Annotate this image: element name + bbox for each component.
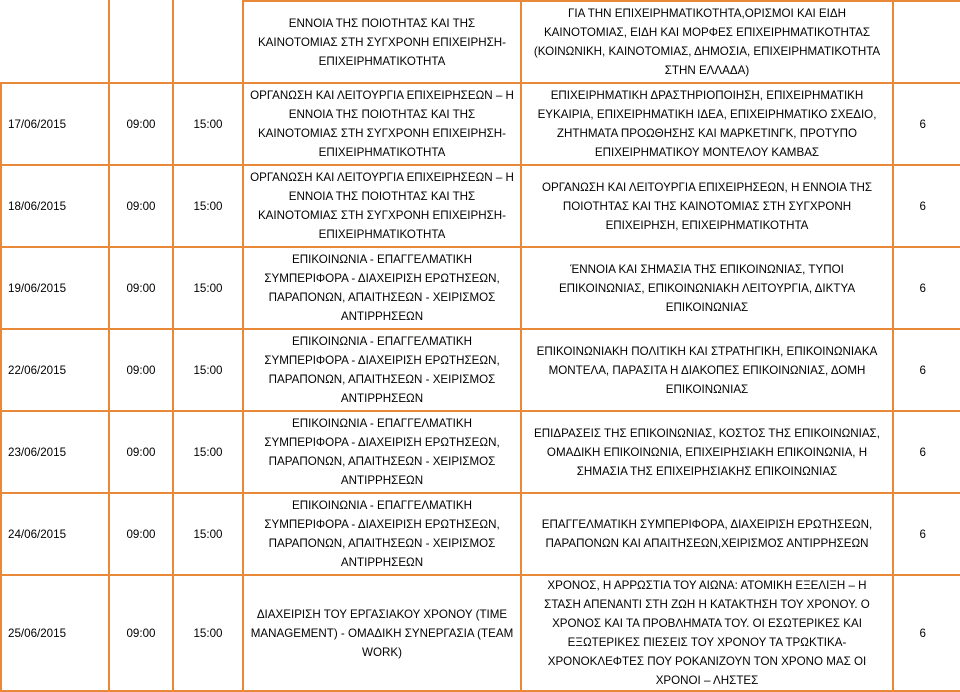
description-cell: ΕΠΙΧΕΙΡΗΜΑΤΙΚΗ ΔΡΑΣΤΗΡΙΟΠΟΙΗΣΗ, ΕΠΙΧΕΙΡΗΜΑΤΙΚΗ ΕΥΚΑΙΡΙΑ, ΕΠΙΧΕΙΡΗΜΑΤΙΚΗ ΙΔΕΑ, ΕΠΙΧΕΙΡΗΜΑΤΙΚΟ ΣΧΕΔΙΟ, ΖΗΤΗΜΑΤΑ ΠΡΟΩΘΗΣΗΣ ΚΑΙ ΜΑΡΚΕΤΙΝΓΚ, ΠΡΟΤΥΠΟ ΕΠΙΧΕΙΡΗΜΑΤΙΚΟΥ ΜΟΝΤΕΛΟΥ ΚΑΜΒΑΣ [521,83,893,165]
description-cell: ΈΝΝΟΙΑ ΚΑΙ ΣΗΜΑΣΙΑ ΤΗΣ ΕΠΙΚΟΙΝΩΝΙΑΣ, ΤΥΠΟΙ ΕΠΙΚΟΙΝΩΝΙΑΣ, ΕΠΙΚΟΙΝΩΝΙΑΚΗ ΛΕΙΤΟΥΡΓΙΑ, ΔΙΚΤΥΑ ΕΠΙΚΟΙΝΩΝΙΑΣ [521,247,893,329]
end-time-cell: 15:00 [173,247,243,329]
hours-cell: 6 [893,247,960,329]
topic-cell: ΟΡΓΑΝΩΣΗ ΚΑΙ ΛΕΙΤΟΥΡΓΙΑ ΕΠΙΧΕΙΡΗΣΕΩΝ – Η ΕΝΝΟΙΑ ΤΗΣ ΠΟΙΟΤΗΤΑΣ ΚΑΙ ΤΗΣ ΚΑΙΝΟΤΟΜΙΑΣ ΣΤΗ ΣΥΓΧΡΟΝΗ ΕΠΙΧΕΙΡΗΣΗ-ΕΠΙΧΕΙΡΗΜΑΤΙΚΟΤΗΤΑ [243,83,521,165]
table-row [1,1,960,83]
description-cell: ΕΠΑΓΓΕΛΜΑΤΙΚΗ ΣΥΜΠΕΡΙΦΟΡΑ, ΔΙΑΧΕΙΡΙΣΗ ΕΡΩΤΗΣΕΩΝ, ΠΑΡΑΠΟΝΩΝ ΚΑΙ ΑΠΑΙΤΗΣΕΩΝ,ΧΕΙΡΙΣΜΟΣ ΑΝΤΙΡΡΗΣΕΩΝ [521,493,893,575]
description-cell: ΟΡΓΑΝΩΣΗ ΚΑΙ ΛΕΙΤΟΥΡΓΙΑ ΕΠΙΧΕΙΡΗΣΕΩΝ, Η ΕΝΝΟΙΑ ΤΗΣ ΠΟΙΟΤΗΤΑΣ ΚΑΙ ΤΗΣ ΚΑΙΝΟΤΟΜΙΑΣ ΣΤΗ ΣΥΓΧΡΟΝΗ ΕΠΙΧΕΙΡΗΣΗ, ΕΠΙΧΕΙΡΗΜΑΤΙΚΟΤΗΤΑ [521,165,893,247]
end-time-cell: 15:00 [173,329,243,411]
end-time-cell: 15:00 [173,411,243,493]
end-time-cell: 15:00 [173,83,243,165]
start-time-cell: 09:00 [109,165,173,247]
table-row [1,411,960,493]
table-row [1,83,960,165]
table-row [1,329,960,411]
topic-cell: ΔΙΑΧΕΙΡΙΣΗ ΤΟΥ ΕΡΓΑΣΙΑΚΟΥ ΧΡΟΝΟΥ (TIME MANAGEMENT) - ΟΜΑΔΙΚΗ ΣΥΝΕΡΓΑΣΙΑ (TEAM WORK) [243,575,521,691]
start-time-cell: 09:00 [109,247,173,329]
end-time-cell [173,1,243,83]
hours-cell: 6 [893,493,960,575]
topic-cell: ΕΠΙΚΟΙΝΩΝΙΑ - ΕΠΑΓΓΕΛΜΑΤΙΚΗ ΣΥΜΠΕΡΙΦΟΡΑ - ΔΙΑΧΕΙΡΙΣΗ ΕΡΩΤΗΣΕΩΝ, ΠΑΡΑΠΟΝΩΝ, ΑΠΑΙΤΗΣΕΩΝ - ΧΕΙΡΙΣΜΟΣ ΑΝΤΙΡΡΗΣΕΩΝ [243,247,521,329]
date-cell: 17/06/2015 [1,83,109,165]
table-row [1,493,960,575]
end-time-cell: 15:00 [173,165,243,247]
description-cell: ΕΠΙΔΡΑΣΕΙΣ ΤΗΣ ΕΠΙΚΟΙΝΩΝΙΑΣ, ΚΟΣΤΟΣ ΤΗΣ ΕΠΙΚΟΙΝΩΝΙΑΣ, ΟΜΑΔΙΚΗ ΕΠΙΚΟΙΝΩΝΙΑ, ΕΠΙΧΕΙΡΗΣΙΑΚΗ ΕΠΙΚΟΙΝΩΝΙΑ, Η ΣΗΜΑΣΙΑ ΤΗΣ ΕΠΙΧΕΙΡΗΣΙΑΚΗΣ ΕΠΙΚΟΙΝΩΝΙΑΣ [521,411,893,493]
date-cell: 25/06/2015 [1,575,109,691]
date-cell: 23/06/2015 [1,411,109,493]
start-time-cell: 09:00 [109,329,173,411]
description-cell: ΧΡΟΝΟΣ, Η ΑΡΡΩΣΤΙΑ ΤΟΥ ΑΙΩΝΑ: ΑΤΟΜΙΚΗ ΕΞΕΛΙΞΗ – Η ΣΤΑΣΗ ΑΠΕΝΑΝΤΙ ΣΤΗ ΖΩΗ Η ΚΑΤΑΚΤΗΣΗ ΤΟΥ ΧΡΟΝΟΥ. Ο ΧΡΟΝΟΣ ΚΑΙ ΤΑ ΠΡΟΒΛΗΜΑΤΑ ΤΟΥ. ΟΙ ΕΣΩΤΕΡΙΚΕΣ ΚΑΙ ΕΞΩΤΕΡΙΚΕΣ ΠΙΕΣΕΙΣ ΤΟΥ ΧΡΟΝΟΥ ΤΑ ΤΡΩΚΤΙΚΑ-ΧΡΟΝΟΚΛΕΦΤΕΣ ΠΟΥ ΡΟΚΑΝΙΖΟΥΝ ΤΟΝ ΧΡΟΝΟ ΜΑΣ ΟΙ ΧΡΟΝΟΙ – ΛΗΣΤΕΣ [521,575,893,691]
table-row [1,247,960,329]
topic-cell: ΟΡΓΑΝΩΣΗ ΚΑΙ ΛΕΙΤΟΥΡΓΙΑ ΕΠΙΧΕΙΡΗΣΕΩΝ – Η ΕΝΝΟΙΑ ΤΗΣ ΠΟΙΟΤΗΤΑΣ ΚΑΙ ΤΗΣ ΚΑΙΝΟΤΟΜΙΑΣ ΣΤΗ ΣΥΓΧΡΟΝΗ ΕΠΙΧΕΙΡΗΣΗ-ΕΠΙΧΕΙΡΗΜΑΤΙΚΟΤΗΤΑ [243,165,521,247]
start-time-cell: 09:00 [109,83,173,165]
hours-cell: 6 [893,411,960,493]
description-cell: ΓΙΑ ΤΗΝ ΕΠΙΧΕΙΡΗΜΑΤΙΚΟΤΗΤΑ,ΟΡΙΣΜΟΙ ΚΑΙ ΕΙΔΗ ΚΑΙΝΟΤΟΜΙΑΣ, ΕΙΔΗ ΚΑΙ ΜΟΡΦΕΣ ΕΠΙΧΕΙΡΗΜΑΤΙΚΟΤΗΤΑΣ (ΚΟΙΝΩΝΙΚΗ, ΚΑΙΝΟΤΟΜΙΑΣ, ΔΗΜΟΣΙΑ, ΕΠΙΧΕΙΡΗΜΑΤΙΚΟΤΗΤΑ ΣΤΗΝ ΕΛΛΑΔΑ) [521,1,893,83]
topic-cell: ΕΠΙΚΟΙΝΩΝΙΑ - ΕΠΑΓΓΕΛΜΑΤΙΚΗ ΣΥΜΠΕΡΙΦΟΡΑ - ΔΙΑΧΕΙΡΙΣΗ ΕΡΩΤΗΣΕΩΝ, ΠΑΡΑΠΟΝΩΝ, ΑΠΑΙΤΗΣΕΩΝ - ΧΕΙΡΙΣΜΟΣ ΑΝΤΙΡΡΗΣΕΩΝ [243,411,521,493]
start-time-cell: 09:00 [109,575,173,691]
start-time-cell: 09:00 [109,411,173,493]
date-cell: 19/06/2015 [1,247,109,329]
date-cell: 18/06/2015 [1,165,109,247]
table-row [1,575,960,691]
hours-cell [893,1,960,83]
date-cell: 22/06/2015 [1,329,109,411]
date-cell [1,1,109,83]
start-time-cell: 09:00 [109,493,173,575]
hours-cell: 6 [893,165,960,247]
hours-cell: 6 [893,575,960,691]
start-time-cell [109,1,173,83]
hours-cell: 6 [893,83,960,165]
topic-cell: ΕΠΙΚΟΙΝΩΝΙΑ - ΕΠΑΓΓΕΛΜΑΤΙΚΗ ΣΥΜΠΕΡΙΦΟΡΑ - ΔΙΑΧΕΙΡΙΣΗ ΕΡΩΤΗΣΕΩΝ, ΠΑΡΑΠΟΝΩΝ, ΑΠΑΙΤΗΣΕΩΝ - ΧΕΙΡΙΣΜΟΣ ΑΝΤΙΡΡΗΣΕΩΝ [243,329,521,411]
topic-cell: ΕΝΝΟΙΑ ΤΗΣ ΠΟΙΟΤΗΤΑΣ ΚΑΙ ΤΗΣ ΚΑΙΝΟΤΟΜΙΑΣ ΣΤΗ ΣΥΓΧΡΟΝΗ ΕΠΙΧΕΙΡΗΣΗ-ΕΠΙΧΕΙΡΗΜΑΤΙΚΟΤΗΤΑ [243,1,521,83]
date-cell: 24/06/2015 [1,493,109,575]
hours-cell: 6 [893,329,960,411]
topic-cell: ΕΠΙΚΟΙΝΩΝΙΑ - ΕΠΑΓΓΕΛΜΑΤΙΚΗ ΣΥΜΠΕΡΙΦΟΡΑ - ΔΙΑΧΕΙΡΙΣΗ ΕΡΩΤΗΣΕΩΝ, ΠΑΡΑΠΟΝΩΝ, ΑΠΑΙΤΗΣΕΩΝ - ΧΕΙΡΙΣΜΟΣ ΑΝΤΙΡΡΗΣΕΩΝ [243,493,521,575]
description-cell: ΕΠΙΚΟΙΝΩΝΙΑΚΗ ΠΟΛΙΤΙΚΗ ΚΑΙ ΣΤΡΑΤΗΓΙΚΗ, ΕΠΙΚΟΙΝΩΝΙΑΚΑ ΜΟΝΤΕΛΑ, ΠΑΡΑΣΙΤΑ Η ΔΙΑΚΟΠΕΣ ΕΠΙΚΟΙΝΩΝΙΑΣ, ΔΟΜΗ ΕΠΙΚΟΙΝΩΝΙΑΣ [521,329,893,411]
end-time-cell: 15:00 [173,493,243,575]
table-row [1,165,960,247]
end-time-cell: 15:00 [173,575,243,691]
